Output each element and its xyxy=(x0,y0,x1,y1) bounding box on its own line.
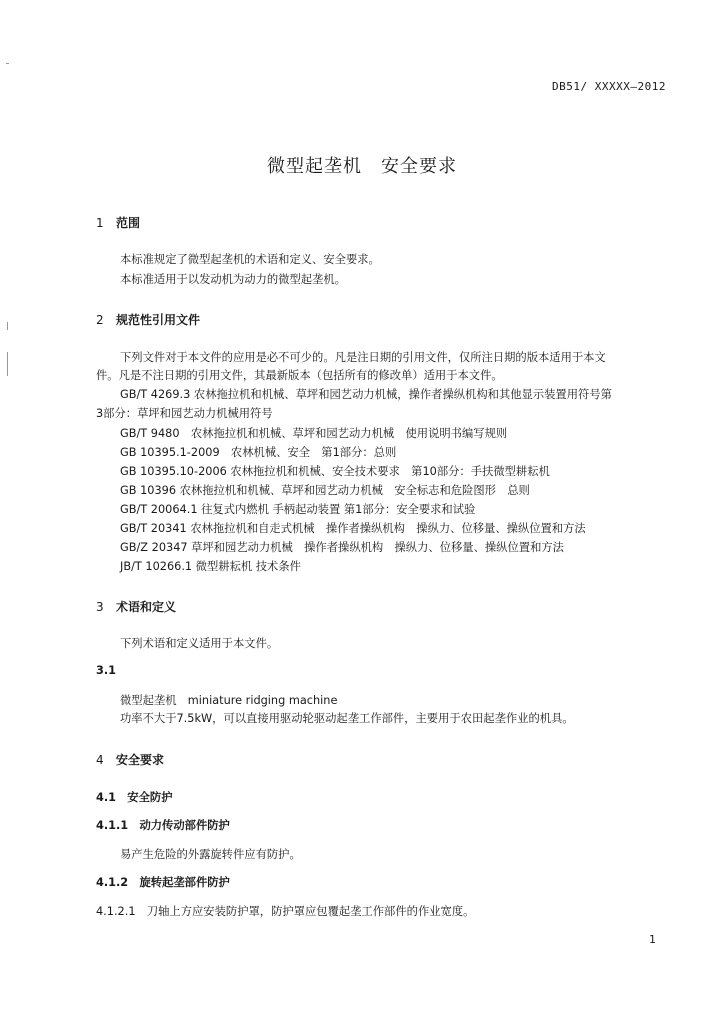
paragraph: 本标准规定了微型起垄机的术语和定义、安全要求。 xyxy=(120,253,380,266)
reference-item: GB/T 4269.3 农林拖拉机和机械、草坪和园艺动力机械，操作者操纵机构和其他显示装置用符号第 xyxy=(120,388,612,401)
reference-item: GB/T 9480 农林拖拉机和机械、草坪和园艺动力机械 使用说明书编写规则 xyxy=(120,427,508,440)
section-number: 2 xyxy=(96,313,104,327)
clause-text: 4.1.2.1 刀轴上方应安装防护罩，防护罩应包覆起垄工作部件的作业宽度。 xyxy=(96,905,475,918)
paragraph: 本标准适用于以发动机为动力的微型起垄机。 xyxy=(120,273,346,286)
page-number: 1 xyxy=(649,933,656,946)
section-heading-scope xyxy=(96,214,140,231)
paragraph: 件。凡是不注日期的引用文件，其最新版本（包括所有的修改单）适用于本文件。 xyxy=(96,369,503,382)
subsection-heading: 4.1.2 旋转起垄部件防护 xyxy=(96,876,230,889)
reference-item: GB/T 20341 农林拖拉机和自走式机械 操作者操纵机构 操纵力、位移量、操纵位置和方法 xyxy=(120,522,586,535)
scan-mark xyxy=(6,63,9,64)
subsection-heading: 4.1 安全防护 xyxy=(96,791,173,804)
section-number: 3 xyxy=(96,600,104,614)
section-title: 范围 xyxy=(116,216,141,230)
reference-item: JB/T 10266.1 微型耕耘机 技术条件 xyxy=(120,560,301,573)
section-title: 安全要求 xyxy=(116,753,165,767)
scan-mark xyxy=(7,352,8,376)
scan-mark xyxy=(7,322,8,330)
standard-code: DB51/ XXXXX—2012 xyxy=(552,80,666,93)
term-definition: 功率不大于7.5kW，可以直接用驱动轮驱动起垄工作部件，主要用于农田起垄作业的机具。 xyxy=(120,712,574,725)
paragraph: 下列术语和定义适用于本文件。 xyxy=(120,637,279,650)
term-entry: 微型起垄机 miniature ridging machine xyxy=(120,694,338,707)
reference-item: 3部分：草坪和园艺动力机械用符号 xyxy=(96,407,273,420)
section-title: 规范性引用文件 xyxy=(116,313,201,327)
paragraph: 易产生危险的外露旋转件应有防护。 xyxy=(120,848,301,861)
subsection-heading: 4.1.1 动力传动部件防护 xyxy=(96,819,230,832)
subsection-number: 3.1 xyxy=(96,664,117,677)
document-title: 微型起垄机 安全要求 xyxy=(267,156,457,177)
section-heading-terms xyxy=(96,598,176,615)
section-heading-safety xyxy=(96,751,164,768)
section-title: 术语和定义 xyxy=(116,600,177,614)
section-number: 1 xyxy=(96,216,104,230)
reference-item: GB 10395.1-2009 农林机械、安全 第1部分：总则 xyxy=(120,446,397,459)
reference-item: GB 10395.10-2006 农林拖拉机和机械、安全技术要求 第10部分：手扶微型耕耘机 xyxy=(120,465,550,478)
reference-item: GB/Z 20347 草坪和园艺动力机械 操作者操纵机构 操纵力、位移量、操纵位置和方法 xyxy=(120,541,564,554)
reference-item: GB/T 20064.1 往复式内燃机 手柄起动装置 第1部分：安全要求和试验 xyxy=(120,503,476,516)
section-number: 4 xyxy=(96,753,104,767)
section-heading-normative-references xyxy=(96,311,200,328)
paragraph: 下列文件对于本文件的应用是必不可少的。凡是注日期的引用文件，仅所注日期的版本适用于本文 xyxy=(120,351,606,364)
reference-item: GB 10396 农林拖拉机和机械、草坪和园艺动力机械 安全标志和危险图形 总则 xyxy=(120,484,530,497)
